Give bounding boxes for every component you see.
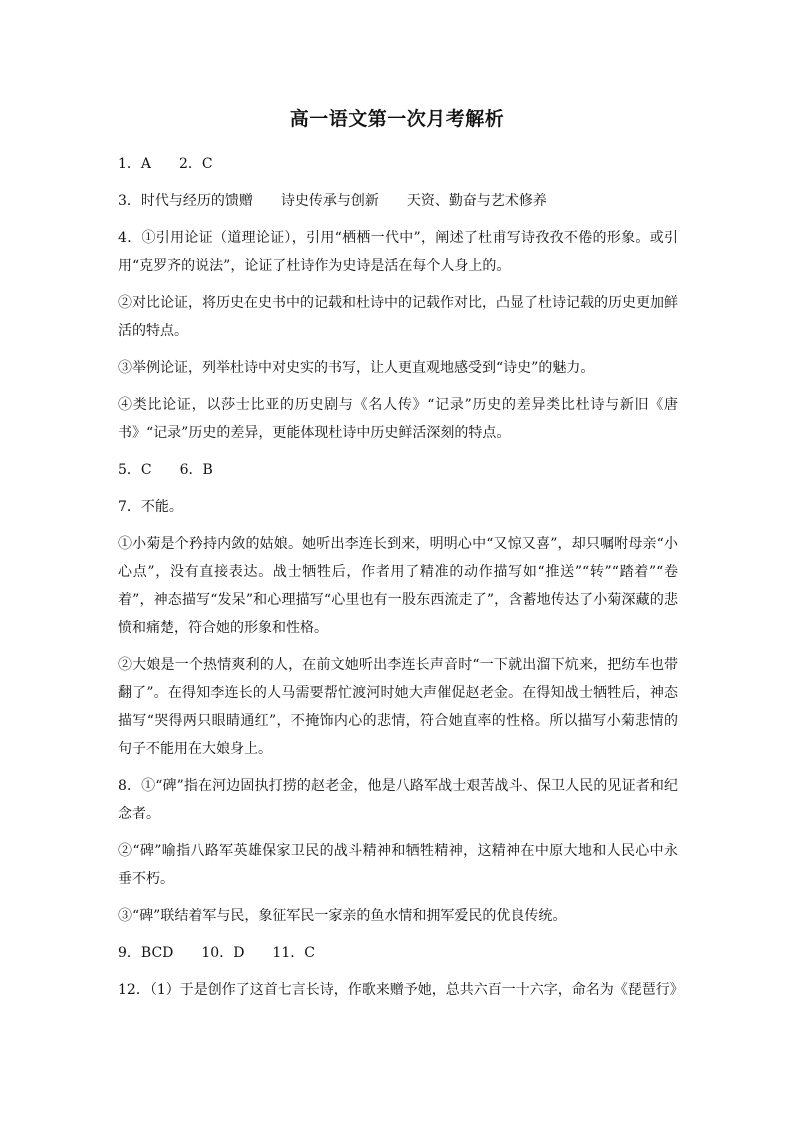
- answer-8-point-1: 8．①“碑”指在河边固执打捞的赵老金，他是八路军战士艰苦战斗、保卫人民的见证者和纪念者。: [118, 778, 678, 822]
- answer-4-point-4: ④类比论证，以莎士比亚的历史剧与《名人传》“记录”历史的差异类比杜诗与新旧《唐书》“记录”历史的差异，更能体现杜诗中历史鲜活深刻的特点。: [118, 397, 678, 441]
- answer-3: 3．时代与经历的馈赠 诗史传承与创新 天资、勤奋与艺术修养: [118, 193, 547, 209]
- page-title: 高一语文第一次月考解析: [289, 108, 505, 130]
- answer-7-point-1: ①小菊是个矜持内敛的姑娘。她听出李连长到来，明明心中“又惊又喜”，却只嘱咐母亲“小心点”，没有直接表达。战士牺牲后，作者用了精准的动作描写如“推送”“转”“踏着”“卷着”，神态描写“发呆”和心理描写“心里也有一股东西流走了”，含蓄地传达了小菊深藏的悲愤和痛楚，符合她的形象和性格。: [118, 536, 678, 636]
- answer-9-11: 9．BCD 10．D 11．C: [118, 945, 315, 961]
- answer-8-point-2: ②“碑”喻指八路军英雄保家卫民的战斗精神和牺牲精神，这精神在中原大地和人民心中永垂不朽。: [118, 843, 678, 887]
- answer-12: 12．（1）于是创作了这首七言长诗，作歌来赠予她，总共六百一十六字，命名为《琵琶行》: [118, 982, 684, 998]
- answer-4-point-2: ②对比论证，将历史在史书中的记载和杜诗中的记载作对比，凸显了杜诗记载的历史更加鲜活的特点。: [118, 295, 678, 339]
- answer-8-point-3: ③“碑”联结着军与民，象征军民一家亲的鱼水情和拥军爱民的优良传统。: [118, 908, 567, 924]
- answer-5-6: 5．C 6．B: [118, 462, 213, 478]
- answer-7: 7．不能。: [118, 499, 183, 515]
- answer-content: [118, 150, 684, 1004]
- answer-1-2: 1．A 2．C: [118, 156, 213, 172]
- answer-7-point-2: ②大娘是一个热情爽利的人，在前文她听出李连长声音时“一下就出溜下炕来，把纺车也带翻了”。在得知李连长的人马需要帮忙渡河时她大声催促赵老金。在得知战士牺牲后，神态描写“哭得两只眼睛通红”，不掩饰内心的悲情，符合她直率的性格。所以描写小菊悲情的句子不能用在大娘身上。: [118, 657, 678, 757]
- answer-4-point-1: 4．①引用论证（道理论证），引用“栖栖一代中”，阐述了杜甫写诗孜孜不倦的形象。或引用“克罗齐的说法”，论证了杜诗作为史诗是活在每个人身上的。: [118, 230, 678, 274]
- answer-4-point-3: ③举例论证，列举杜诗中对史实的书写，让人更直观地感受到“诗史”的魅力。: [118, 360, 595, 376]
